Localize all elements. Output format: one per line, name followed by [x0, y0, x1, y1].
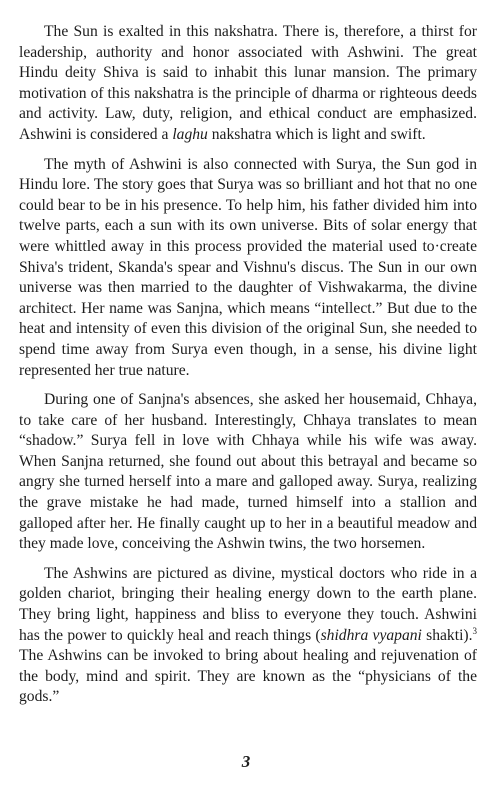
- paragraph-text: The Ashwins are pictured as divine, mystical doctors who ride in a golden chariot, bringing their healing energy down to the earth plane. They bring light, happiness and bliss to everyone they touch. Ashwini has the power to quickly heal and reach things (: [19, 564, 477, 644]
- paragraph-text: During one of Sanjna's absences, she asked her housemaid, Chhaya, to take care of her husband. Interestingly, Chhaya translates to mean “shadow.” Surya fell in love with Chhaya while his wife was away. When Sanjna returned, she found out about this betrayal and became so angry she turned herself into a mare and galloped away. Surya, realizing the grave mistake he had made, turned himself into a stallion and galloped after her. He finally caught up to her in a beautiful meadow and they made love, conceiving the Ashwin twins, the two horsemen.: [19, 391, 477, 553]
- paragraph-text: The Sun is exalted in this nakshatra. There is, therefore, a thirst for leadership, authority and honor associated with Ashwini. The great Hindu deity Shiva is said to inhabit this lunar mansion. The primary motivation of this nakshatra is the principle of dharma or righteous deeds and activity. Law, duty, religion, and ethical conduct are emphasized. Ashwini is considered a: [19, 23, 477, 143]
- paragraph-surya-myth: [19, 155, 477, 382]
- footnote-marker: 3: [472, 625, 477, 636]
- paragraph-text: The Ashwins can be invoked to bring about healing and rejuvenation of the body, mind and spirit. They are known as the “physicians of the gods.”: [19, 647, 477, 706]
- paragraph-text: nakshatra which is light and swift.: [207, 125, 426, 143]
- paragraph-chhaya: [19, 390, 477, 555]
- paragraph-text: The myth of Ashwini is also connected with Surya, the Sun god in Hindu lore. The story goes that Surya was so brilliant and hot that no one could bear to be in his presence. To help him, his father divided him into twelve parts, each a sun with its own universe. Bits of solar energy that were whittled away in this process provided the material used to·create Shiva's trident, Skanda's spear and Vishnu's discus. The Sun in our own universe was then married to the daughter of Vishwakarma, the divine architect. Her name was Sanjna, which means “intellect.” But due to the heat and intensity of even this division of the original Sun, she needed to spend time away from Surya even though, in a sense, his divine light represented her true nature.: [19, 155, 477, 379]
- term-laghu: laghu: [172, 125, 208, 143]
- term-shidhra-vyapani: shidhra vyapani: [320, 626, 422, 644]
- paragraph-text: shakti).: [421, 626, 473, 644]
- paragraph-exaltation: [19, 22, 477, 146]
- page-number: 3: [241, 752, 251, 771]
- paragraph-ashwins: [19, 564, 477, 708]
- page-body: [19, 22, 477, 708]
